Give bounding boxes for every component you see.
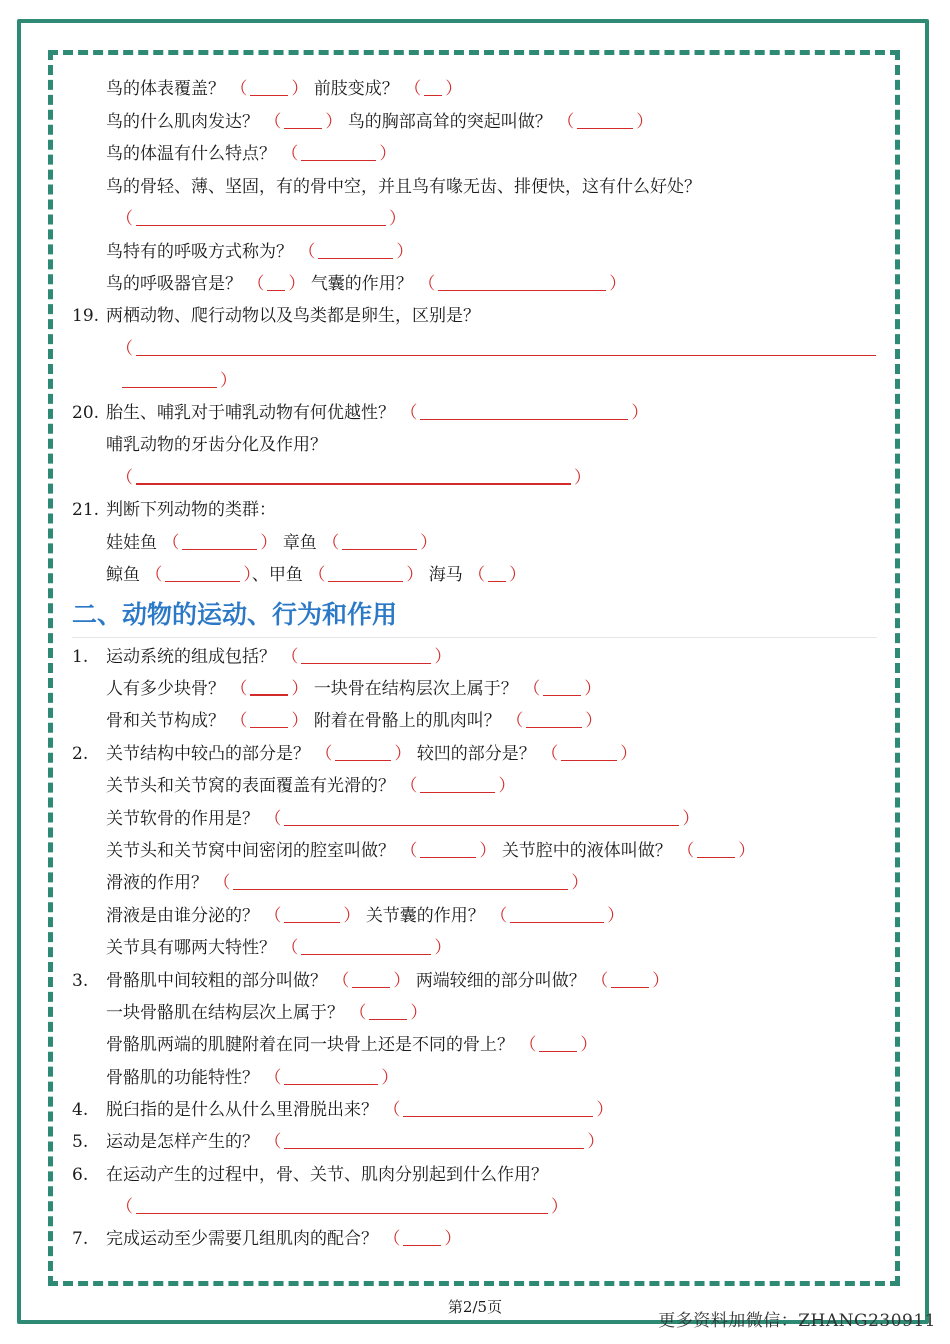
- answer-blank[interactable]: [136, 209, 386, 226]
- answer-line: （ ）: [116, 468, 591, 488]
- question-number: 2.: [72, 744, 89, 764]
- question-text: 鸟的骨轻、薄、坚固，有的骨中空，并且鸟有喙无齿、排便快，这有什么好处？: [106, 177, 701, 197]
- answer-blank[interactable]: [136, 467, 571, 485]
- question-text: 完成运动至少需要几组肌肉的配合？: [106, 1229, 378, 1249]
- question-text: 一块骨在结构层次上属于？: [313, 679, 518, 699]
- answer-blank[interactable]: [420, 841, 476, 858]
- question-line: 滑液的作用？ （ ）: [106, 873, 589, 893]
- question-text: 鲸鱼: [106, 565, 140, 585]
- question-text: 鸟的体表覆盖？: [106, 79, 225, 99]
- question-text: 前肢变成？: [313, 79, 399, 99]
- answer-blank[interactable]: [233, 873, 568, 890]
- section-divider: [72, 637, 877, 638]
- question-text: 、甲鱼: [251, 565, 303, 585]
- question-text: 鸟的呼吸器官是？: [106, 274, 242, 294]
- question-number: 7.: [72, 1229, 89, 1249]
- question-text: 一块骨骼肌在结构层次上属于？: [106, 1003, 344, 1023]
- answer-blank[interactable]: [403, 1100, 593, 1117]
- answer-blank[interactable]: [301, 144, 376, 161]
- question-line: 一块骨骼肌在结构层次上属于？ （ ）: [106, 1003, 428, 1023]
- question-text: 哺乳动物的牙齿分化及作用？: [106, 435, 327, 455]
- answer-blank[interactable]: [424, 79, 442, 96]
- contact-note: 更多资料加微信：ZHANG230911: [658, 1311, 936, 1331]
- question-line: 骨骼肌两端的肌腱附着在同一块骨上还是不同的骨上？ （ ）: [106, 1035, 598, 1055]
- question-line: [106, 1164, 548, 1186]
- answer-blank[interactable]: [342, 533, 417, 550]
- question-text: 关节腔中的液体叫做？: [501, 841, 672, 861]
- question-text: 附着在骨骼上的肌肉叫？: [313, 711, 501, 731]
- question-text: 鸟的体温有什么特点？: [106, 144, 276, 164]
- answer-line: （: [116, 338, 876, 360]
- question-line: 鸟特有的呼吸方式称为？ （ ）: [106, 242, 414, 262]
- answer-blank[interactable]: [250, 79, 288, 96]
- question-text: 在运动产生的过程中，骨、关节、肌肉分别起到什么作用？: [106, 1165, 548, 1185]
- answer-blank[interactable]: [420, 403, 628, 420]
- question-number: 6.: [72, 1165, 89, 1185]
- question-number: 1.: [72, 647, 89, 667]
- answer-blank[interactable]: [328, 565, 403, 582]
- question-text: 鸟的胸部高耸的突起叫做？: [347, 112, 552, 132]
- answer-line: ）: [122, 370, 237, 392]
- question-text: 骨骼肌两端的肌腱附着在同一块骨上还是不同的骨上？: [106, 1035, 514, 1055]
- answer-blank[interactable]: [250, 678, 288, 696]
- answer-blank[interactable]: [438, 274, 606, 291]
- question-text: 判断下列动物的类群：: [106, 500, 276, 520]
- question-line: 滑液是由谁分泌的？ （ ） 关节囊的作用？ （ ）: [106, 906, 625, 926]
- answer-blank[interactable]: [284, 1132, 584, 1149]
- question-line: 关节结构中较凸的部分是？ （ ） 较凹的部分是？ （ ）: [106, 744, 638, 764]
- question-text: 海马: [428, 565, 463, 585]
- question-line: 鸟的体温有什么特点？ （ ）: [106, 144, 397, 164]
- question-line: [106, 176, 701, 198]
- answer-blank[interactable]: [165, 565, 240, 582]
- question-number: 3.: [72, 971, 89, 991]
- question-line: 鸟的体表覆盖？ （ ） 前肢变成？ （ ）: [106, 79, 463, 99]
- question-line: 脱臼指的是什么从什么里滑脱出来？ （ ）: [106, 1100, 614, 1120]
- answer-blank[interactable]: [352, 971, 390, 988]
- answer-blank[interactable]: [403, 1229, 441, 1246]
- question-text: 人有多少块骨？: [106, 679, 225, 699]
- answer-blank[interactable]: [539, 1035, 577, 1052]
- question-line: [106, 434, 327, 456]
- question-text: 关节软骨的作用是？: [106, 809, 259, 829]
- answer-blank[interactable]: [136, 339, 876, 356]
- question-text: 关节结构中较凸的部分是？: [106, 744, 310, 764]
- question-line: 完成运动至少需要几组肌肉的配合？ （ ）: [106, 1229, 462, 1249]
- question-number: 20.: [72, 403, 100, 423]
- question-line: 关节具有哪两大特性？ （ ）: [106, 938, 452, 958]
- answer-blank[interactable]: [284, 809, 679, 826]
- question-text: 运动是怎样产生的？: [106, 1132, 259, 1152]
- question-line: 胎生、哺乳对于哺乳动物有何优越性？ （ ）: [106, 403, 649, 423]
- question-line: 关节头和关节窝中间密闭的腔室叫做？ （ ） 关节腔中的液体叫做？ （ ）: [106, 841, 756, 861]
- question-line: 骨和关节构成？ （ ） 附着在骨骼上的肌肉叫？ （ ）: [106, 711, 603, 731]
- answer-blank[interactable]: [284, 112, 322, 129]
- question-text: 鸟特有的呼吸方式称为？: [106, 242, 293, 262]
- answer-blank[interactable]: [543, 679, 581, 696]
- answer-blank[interactable]: [318, 242, 393, 259]
- question-number: 5.: [72, 1132, 89, 1152]
- answer-blank[interactable]: [697, 841, 735, 858]
- answer-blank[interactable]: [267, 274, 285, 291]
- question-line: 鸟的呼吸器官是？ （ ） 气囊的作用？ （ ）: [106, 274, 627, 294]
- answer-blank[interactable]: [526, 711, 582, 728]
- question-line: [106, 305, 480, 327]
- question-text: 关节头和关节窝的表面覆盖有光滑的？: [106, 776, 395, 796]
- question-text: 两端较细的部分叫做？: [415, 971, 586, 991]
- answer-line: （ ）: [116, 1197, 568, 1217]
- answer-blank[interactable]: [510, 906, 604, 923]
- question-line: 人有多少块骨？ （ ） 一块骨在结构层次上属于？ （ ）: [106, 679, 602, 699]
- question-line: 运动是怎样产生的？ （ ）: [106, 1132, 605, 1152]
- question-text: 两栖动物、爬行动物以及鸟类都是卵生，区别是？: [106, 306, 480, 326]
- question-text: 关节囊的作用？: [365, 906, 485, 926]
- answer-blank[interactable]: [182, 533, 257, 550]
- question-text: 娃娃鱼: [106, 533, 157, 553]
- question-text: 气囊的作用？: [310, 274, 413, 294]
- question-line: 关节头和关节窝的表面覆盖有光滑的？ （ ）: [106, 776, 516, 796]
- answer-line: （ ）: [116, 209, 406, 229]
- question-text: 滑液的作用？: [106, 873, 208, 893]
- question-text: 胎生、哺乳对于哺乳动物有何优越性？: [106, 403, 395, 423]
- question-number: 21.: [72, 500, 100, 520]
- answer-blank[interactable]: [611, 971, 649, 988]
- question-line: 鸟的什么肌肉发达？ （ ） 鸟的胸部高耸的突起叫做？ （ ）: [106, 112, 654, 132]
- question-text: 滑液是由谁分泌的？: [106, 906, 259, 926]
- question-text: 鸟的什么肌肉发达？: [106, 112, 259, 132]
- question-line: 骨骼肌的功能特性？ （ ）: [106, 1068, 399, 1088]
- question-text: 关节具有哪两大特性？: [106, 938, 276, 958]
- question-line: 运动系统的组成包括？ （ ）: [106, 647, 452, 667]
- question-line: 关节软骨的作用是？ （ ）: [106, 809, 700, 829]
- question-text: 骨和关节构成？: [106, 711, 225, 731]
- answer-blank[interactable]: [488, 565, 506, 582]
- question-text: 关节头和关节窝中间密闭的腔室叫做？: [106, 841, 395, 861]
- page-number: 第2/5页: [447, 1298, 503, 1316]
- question-line: 娃娃鱼 （ ） 章鱼 （ ）: [106, 533, 438, 553]
- answer-blank[interactable]: [284, 1068, 378, 1085]
- question-text: 章鱼: [282, 533, 317, 553]
- question-line: 鲸鱼 （ ）、甲鱼 （ ） 海马 （ ）: [106, 565, 527, 585]
- answer-blank[interactable]: [284, 906, 340, 923]
- question-text: 骨骼肌的功能特性？: [106, 1068, 259, 1088]
- answer-blank[interactable]: [420, 776, 495, 793]
- answer-blank[interactable]: [136, 1197, 548, 1214]
- answer-blank[interactable]: [301, 938, 431, 955]
- question-line: [106, 499, 276, 521]
- answer-blank[interactable]: [369, 1003, 407, 1020]
- answer-blank[interactable]: [250, 711, 288, 728]
- answer-blank[interactable]: [561, 744, 617, 761]
- question-text: 运动系统的组成包括？: [106, 647, 276, 667]
- question-number: 4.: [72, 1100, 89, 1120]
- answer-blank[interactable]: [122, 371, 217, 388]
- answer-blank[interactable]: [335, 744, 391, 761]
- question-line: 骨骼肌中间较粗的部分叫做？ （ ） 两端较细的部分叫做？ （ ）: [106, 971, 670, 991]
- answer-blank[interactable]: [301, 647, 431, 664]
- question-number: 19.: [72, 306, 100, 326]
- section-title: 二、动物的运动、行为和作用: [72, 600, 398, 629]
- question-text: 脱臼指的是什么从什么里滑脱出来？: [106, 1100, 378, 1120]
- question-text: 较凹的部分是？: [416, 744, 536, 764]
- answer-blank[interactable]: [577, 112, 633, 129]
- question-text: 骨骼肌中间较粗的部分叫做？: [106, 971, 327, 991]
